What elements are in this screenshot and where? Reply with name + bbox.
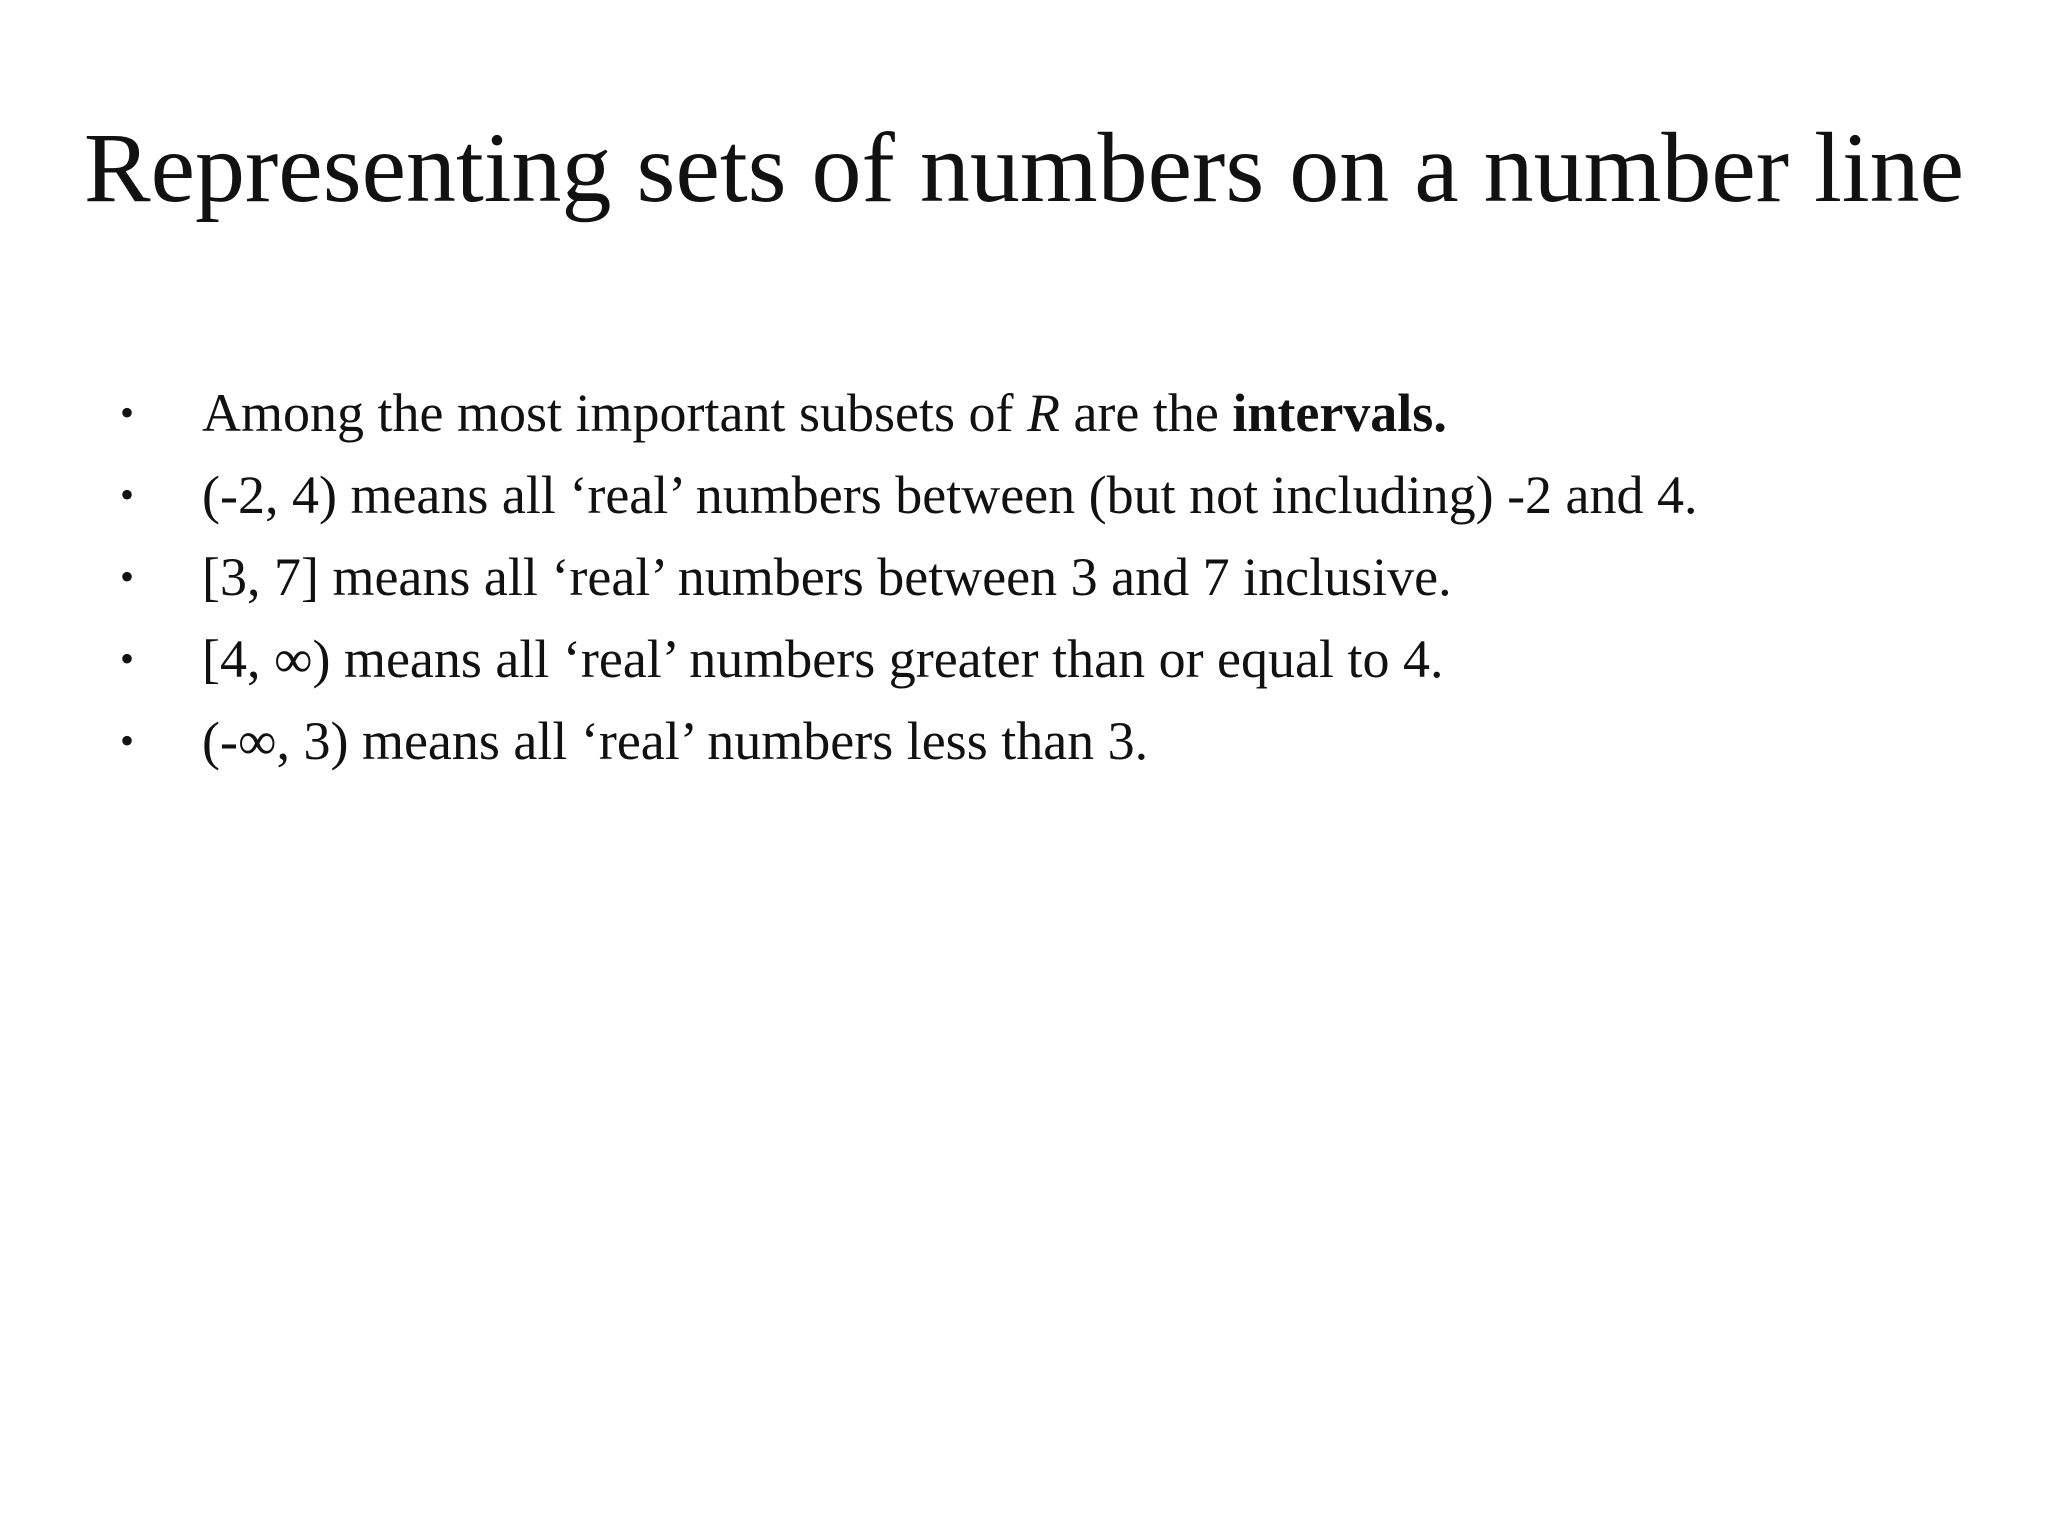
- bullet-text: (-2, 4) means all ‘real’ numbers between (but not including) -2 and 4.: [202, 465, 1698, 525]
- bullet-list: [120, 372, 1980, 782]
- bullet-icon: •: [120, 472, 135, 517]
- bullet-item: [120, 536, 1980, 618]
- bullet-icon: •: [120, 718, 135, 763]
- bullet-item: [120, 454, 1980, 536]
- emphasis-intervals: intervals.: [1232, 383, 1447, 443]
- bullet-icon: •: [120, 390, 135, 435]
- bullet-icon: •: [120, 636, 135, 681]
- bullet-item: [120, 618, 1980, 700]
- bullet-text: [202, 372, 1447, 454]
- bullet-text: (-∞, 3) means all ‘real’ numbers less than 3.: [202, 711, 1149, 771]
- bullet-item: [120, 372, 1980, 454]
- bullet-item: [120, 700, 1980, 782]
- slide-title: Representing sets of numbers on a number line: [83, 112, 1965, 223]
- bullet-text-part: Among the most important subsets of: [202, 383, 1027, 443]
- bullet-text-part: are the: [1059, 383, 1233, 443]
- bullet-text: [4, ∞) means all ‘real’ numbers greater than or equal to 4.: [202, 629, 1444, 689]
- set-symbol-r: R: [1026, 383, 1060, 443]
- bullet-text: [3, 7] means all ‘real’ numbers between 3 and 7 inclusive.: [202, 547, 1452, 607]
- bullet-icon: •: [120, 554, 135, 599]
